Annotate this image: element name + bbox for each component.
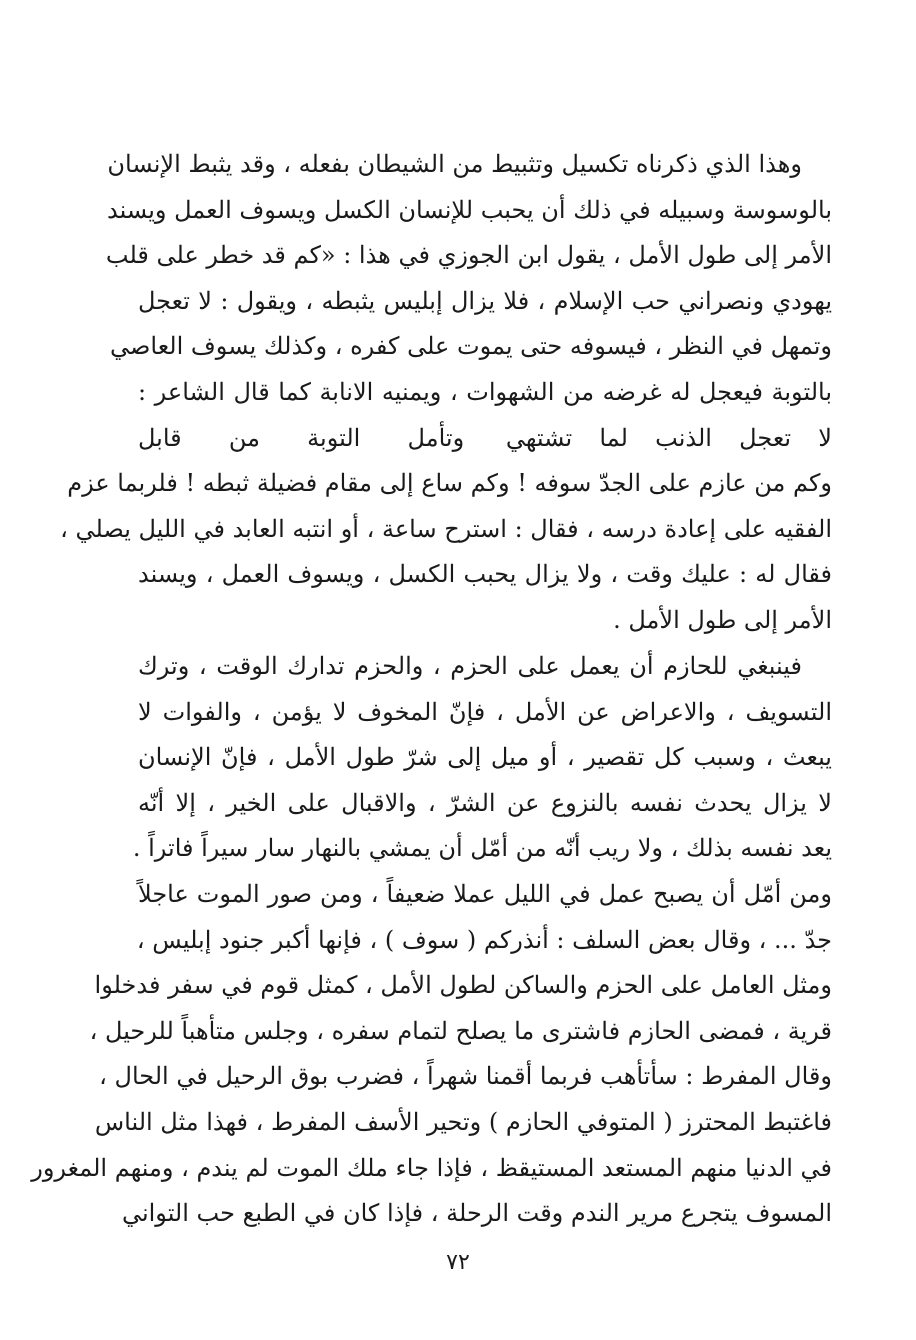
text-line: بالوسوسة وسبيله في ذلك أن يحبب للإنسان الكسل ويسوف العمل ويسند [106, 195, 832, 224]
text-line: وكم من عازم على الجدّ سوفه ! وكم ساع إلى مقام فضيلة ثبطه ! فلربما عزم [67, 469, 832, 498]
text-line: في الدنيا منهم المستعد المستيقظ ، فإذا جاء ملك الموت لم يندم ، ومنهم المغرور [31, 1153, 832, 1182]
text-line: الفقيه على إعادة درسه ، فقال : استرح ساعة ، أو انتبه العابد في الليل يصلي ، [60, 514, 832, 543]
text-line: ومن أمّل أن يصبح عمل في الليل عملا ضعيفاً ، ومن صور الموت عاجلاً [138, 879, 832, 908]
text-line: المسوف يتجرع مرير الندم وقت الرحلة ، فإذا كان في الطبع حب التواني [121, 1199, 832, 1228]
text-line: يهودي ونصراني حب الإسلام ، فلا يزال إبليس يثبطه ، ويقول : لا تعجل [138, 286, 832, 315]
text-line: فاغتبط المحترز ( المتوفي الحازم ) وتحير الأسف المفرط ، فهذا مثل الناس [94, 1107, 832, 1136]
verse-first-hemistich: لا تعجل الذنب لما تشتهي [505, 423, 832, 452]
text-line: قرية ، فمضى الحازم فاشترى ما يصلح لتمام سفره ، وجلس متأهباً للرحيل ، [89, 1016, 832, 1045]
poetry-verse [138, 416, 832, 462]
text-line: فينبغي للحازم أن يعمل على الحزم ، والحزم تدارك الوقت ، وترك [138, 652, 802, 680]
text-line: وقال المفرط : سأتأهب فربما أقمنا شهراً ، فضرب بوق الرحيل في الحال ، [99, 1062, 832, 1091]
text-line: يعد نفسه بذلك ، ولا ريب أنّه من أمّل أن يمشي بالنهار سار سيراً فاتراً . [132, 834, 832, 863]
text-line: لا يزال يحدث نفسه بالنزوع عن الشرّ ، والاقبال على الخير ، إلا أنّه [138, 788, 832, 817]
verse-second-hemistich: وتأمل التوبة من قابل [138, 423, 465, 452]
text-line: يبعث ، وسبب كل تقصير ، أو ميل إلى شرّ طول الأمل ، فإنّ الإنسان [138, 743, 832, 772]
text-line: وتمهل في النظر ، فيسوفه حتى يموت على كفره ، وكذلك يسوف العاصي [110, 332, 832, 361]
paragraph-2 [31, 644, 832, 1237]
text-line: جدّ ... ، وقال بعض السلف : أنذركم ( سوف ) ، فإنها أكبر جنود إبليس ، [136, 925, 832, 954]
text-line: الأمر إلى طول الأمل ، يقول ابن الجوزي في هذا : «كم قد خطر على قلب [105, 241, 832, 270]
text-line: وهذا الذي ذكرناه تكسيل وتثبيط من الشيطان بفعله ، وقد يثبط الإنسان [107, 150, 802, 178]
text-line: ومثل العامل على الحزم والساكن لطول الأمل ، كمثل قوم في سفر فدخلوا [94, 971, 832, 1000]
text-line: الأمر إلى طول الأمل . [613, 605, 832, 634]
text-line: التسويف ، والاعراض عن الأمل ، فإنّ المخوف لا يؤمن ، والفوات لا [138, 697, 832, 726]
page-number: ٧٢ [446, 1250, 470, 1275]
text-line: فقال له : عليك وقت ، ولا يزال يحبب الكسل ، ويسوف العمل ، ويسند [138, 560, 832, 589]
paragraph-1 [60, 142, 832, 644]
text-line: بالتوبة فيعجل له غرضه من الشهوات ، ويمنيه الانابة كما قال الشاعر : [138, 377, 832, 406]
